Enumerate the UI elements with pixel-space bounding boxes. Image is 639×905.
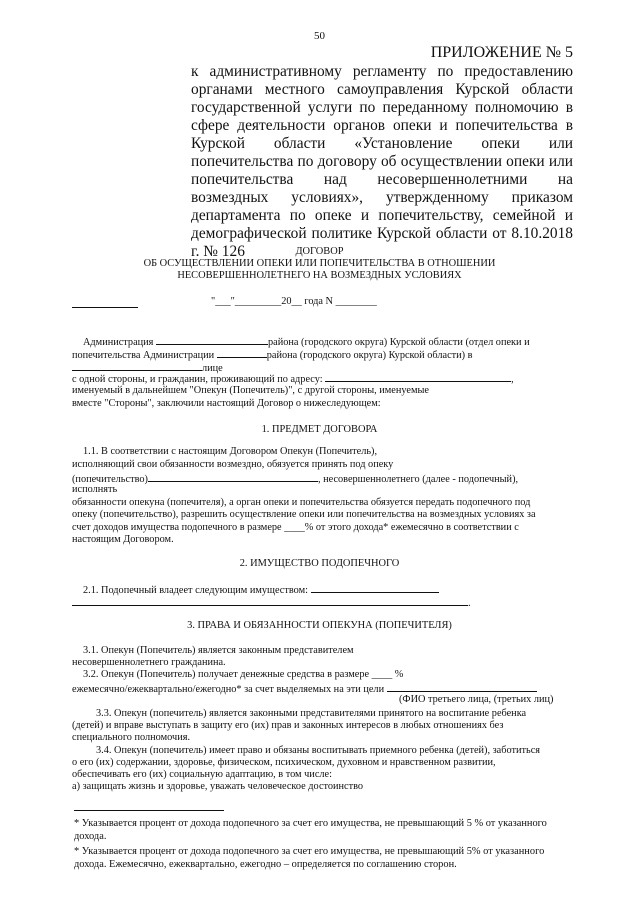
p32-line-2: ежемесячно/ежеквартально/ежегодно* за счет выделяемых на эти цели [72, 682, 572, 696]
p11-line-4: исполнять [72, 484, 118, 495]
p32-line-3: (ФИО третьего лица, (третьих лиц) [399, 694, 554, 705]
intro-line-2: попечительства Администрации района (городского округа) Курской области) в [72, 350, 473, 361]
p11-line-8: настоящим Договором. [72, 534, 174, 545]
p33-line-3: специального полномочия. [72, 732, 191, 743]
p21-line-1: 2.1. Подопечный владеет следующим имуществом: [83, 583, 573, 597]
intro-line-1: Администрация района (городского округа) Курской области (отдел опеки и [83, 337, 530, 348]
p33-line-1: 3.3. Опекун (попечитель) является законными представителями принятого на воспитание ребенка [96, 708, 527, 719]
p32-line-1: 3.2. Опекун (Попечитель) получает денежные средства в размере ____ % [83, 669, 404, 680]
p34-line-4: а) защищать жизнь и здоровье, уважать человеческое достоинство [72, 781, 364, 792]
p11-line-3: (попечительство) , несовершеннолетнего (далее - подопечный), [72, 474, 519, 485]
p33-line-2: (детей) и вправе выступать в защиту его (их) прав и законных интересов в любых отношениях без [72, 720, 504, 731]
p11-line-5: обязанности опекуна (попечителя), а орган опеки и попечительства обязуется передать подопечного под [72, 497, 531, 508]
footnote-2: * Указывается процент от дохода подопечного за счет его имущества, не превышающий 5% от указанного дохода. Ежемесячно, ежеквартально, ежегодно – определяется по соглашению сторон. [74, 846, 545, 870]
p11-line-7: счет доходов имущества подопечного в размере ____% от этого дохода* ежемесячно в соответствии с [72, 522, 519, 533]
footnote-separator [74, 810, 224, 811]
contract-title [0, 246, 639, 282]
contract-title-line-3: НЕСОВЕРШЕННОЛЕТНЕГО НА ВОЗМЕЗДНЫХ УСЛОВИЯХ [177, 270, 462, 281]
appendix-title: ПРИЛОЖЕНИЕ № 5 [430, 44, 573, 61]
date-number-line: "___"_________20__ года N ________ [211, 296, 377, 307]
section-1-heading: 1. ПРЕДМЕТ ДОГОВОРА [261, 424, 378, 435]
contract-title-line-1: ДОГОВОР [295, 246, 344, 257]
intro-line-3: лице [72, 361, 223, 375]
p31-line-2: несовершеннолетнего гражданина. [72, 657, 226, 668]
place-blank [72, 298, 138, 312]
p34-line-2: о его (их) содержании, здоровье, физическом, психическом, духовном и нравственном развитии, [72, 757, 496, 768]
intro-line-6: вместе "Стороны", заключили настоящий Договор о нижеследующем: [72, 398, 381, 409]
p11-line-1: 1.1. В соответствии с настоящим Договором Опекун (Попечитель), [83, 446, 378, 457]
appendix-text: к административному регламенту по предоставлению органами местного самоуправления Курской области государственной услуги по переданному полномочию в сфере деятельности органов опеки и попечительства в Курской области «Установление опеки или попечительства по договору об осуществлении опеки или попечительства над несовершеннолетними на возмездных условиях», утвержденному приказом департамента по опеке и попечительству, семейной и демографической политике Курской области от 8.10.2018 г. № 126 [191, 63, 573, 260]
p34-line-3: обеспечивать его (их) социальную адаптацию, в том числе: [72, 769, 332, 780]
footnote-1: * Указывается процент от дохода подопечного за счет его имущества, не превышающий 5 % от указанного дохода. [74, 818, 547, 842]
intro-line-5: именуемый в дальнейшем "Опекун (Попечитель)", с другой стороны, именуемые [72, 385, 429, 396]
section-3-heading: 3. ПРАВА И ОБЯЗАННОСТИ ОПЕКУНА (ПОПЕЧИТЕЛЯ) [187, 620, 452, 631]
page-number: 50 [314, 30, 325, 42]
p31-line-1: 3.1. Опекун (Попечитель) является законным представителем [83, 645, 354, 656]
intro-line-4: с одной стороны, и гражданин, проживающий по адресу: , [72, 374, 514, 385]
section-2-heading: 2. ИМУЩЕСТВО ПОДОПЕЧНОГО [239, 558, 400, 569]
p21-line-2: . [72, 596, 471, 610]
p34-line-1: 3.4. Опекун (попечитель) имеет право и обязаны воспитывать приемного ребенка (детей), заботиться [96, 745, 541, 756]
p11-line-6: опеку (попечительство), разрешить осуществление опеки или попечительства на возмездных условиях за [72, 509, 536, 520]
contract-title-line-2: ОБ ОСУЩЕСТВЛЕНИИ ОПЕКИ ИЛИ ПОПЕЧИТЕЛЬСТВА В ОТНОШЕНИИ [143, 258, 496, 269]
place-underline [72, 298, 138, 308]
p11-line-2: исполняющий свои обязанности возмездно, обязуется принять под опеку [72, 459, 394, 470]
